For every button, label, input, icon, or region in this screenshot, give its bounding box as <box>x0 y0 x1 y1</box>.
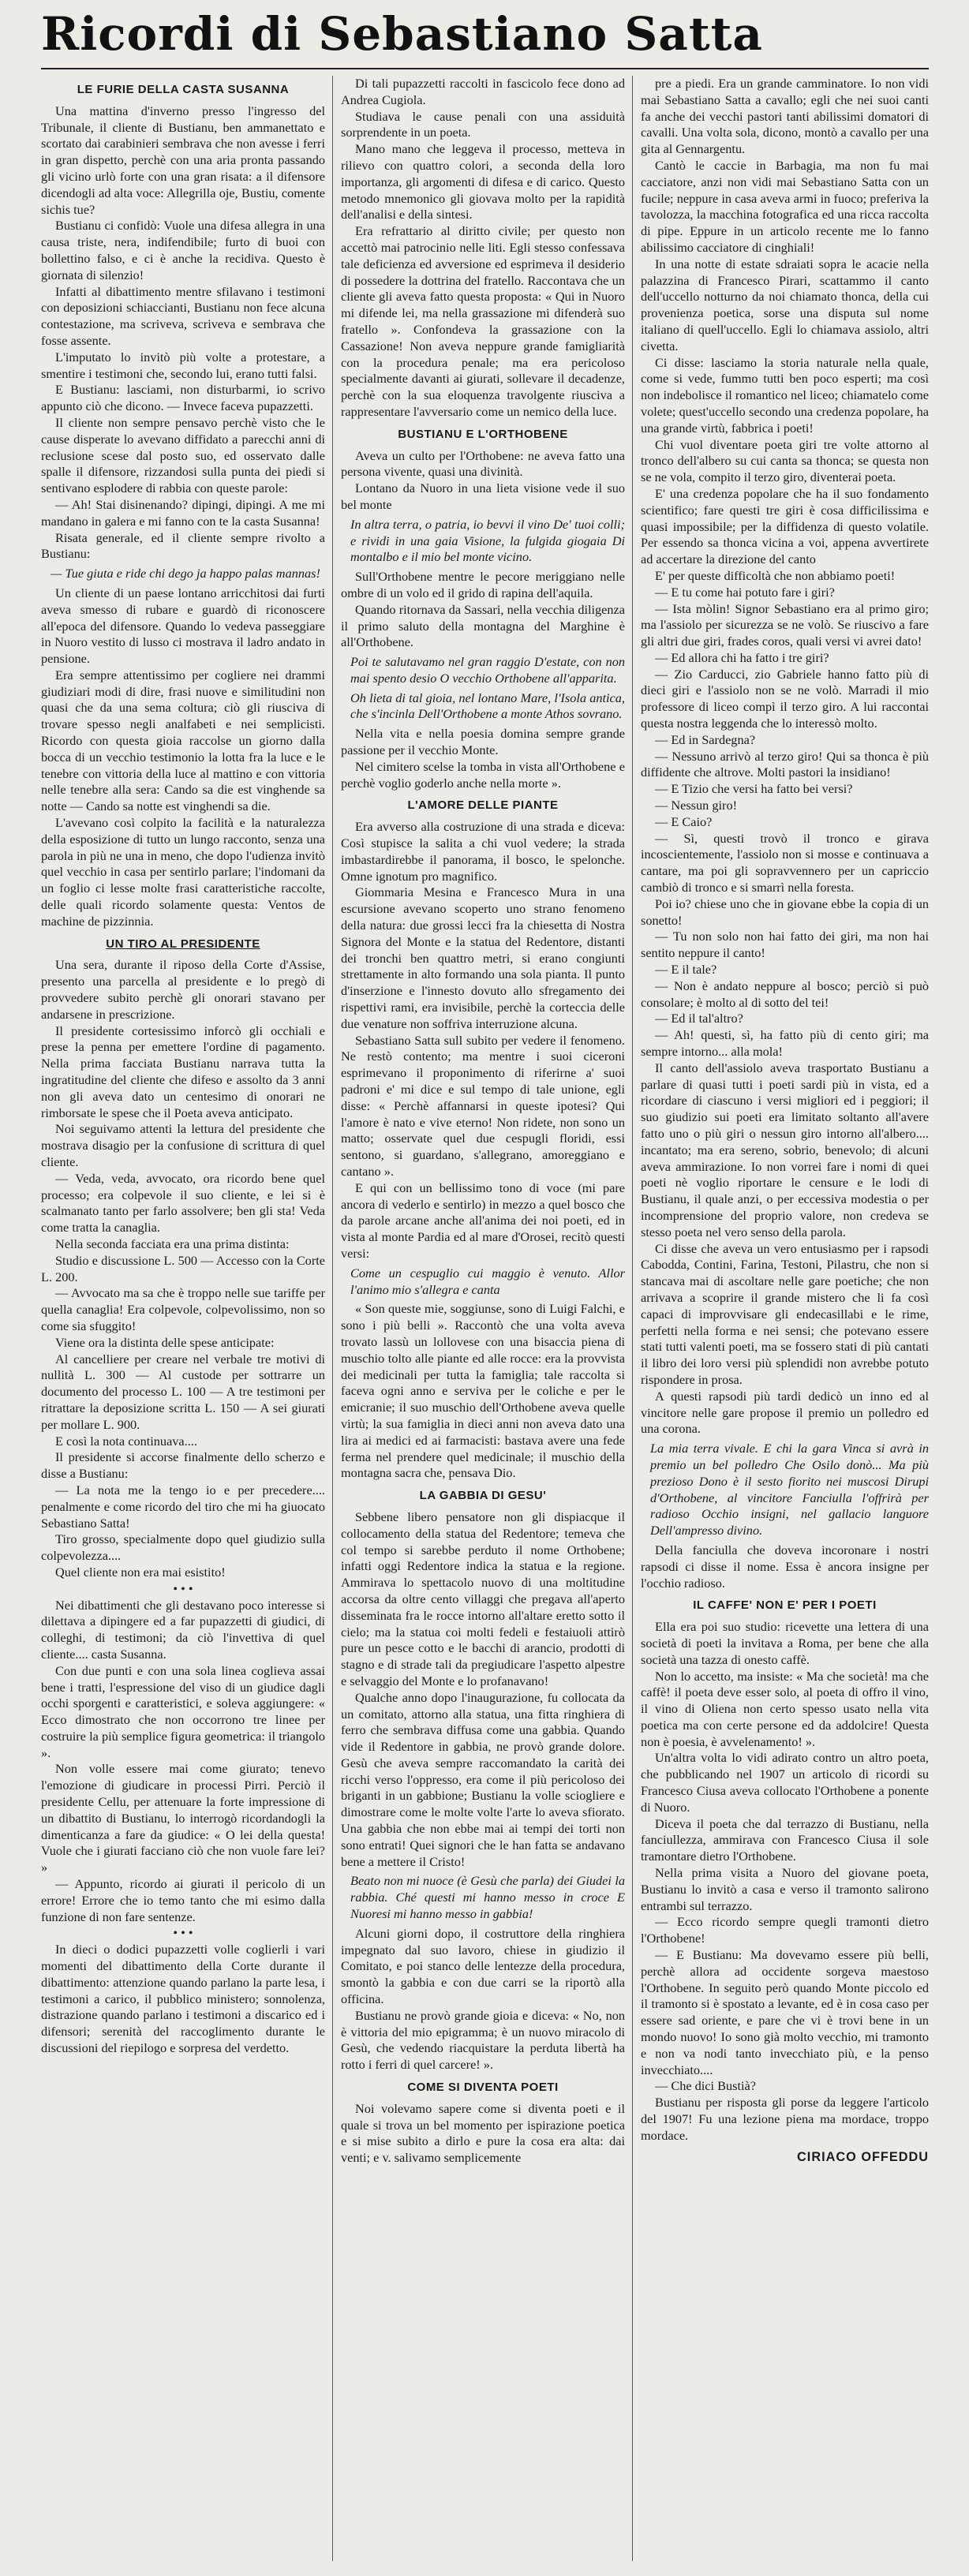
paragraph: Di tali pupazzetti raccolti in fascicolo fece dono ad Andrea Cugiola. <box>341 76 625 107</box>
paragraph: Sebastiano Satta sull subito per vedere il fenomeno. Ne restò contento; ma mentre i suoi ciceroni esprimevano il proponimento di riferirne a' suoi padroni e' mi dice e sul tempo di tale unione, egli disse: « Perchè affannarsi in queste ipotesi? Qui l'amore è nato e vive eterno! Non ridete, non sono un matto; osservate quel due cespugli floridi, essi sentono, si guardano, s'allegrano, amoreggiano e cantano ». <box>341 1032 625 1179</box>
paragraph: Bustianu ci confidò: Vuole una difesa allegra in una causa triste, nera, indifendibile; furto di buoi con bollettino falso, e ci è anche la recidiva. Questo è giornata di silenzio! <box>41 218 325 282</box>
paragraph: Quel cliente non era mai esistito! <box>55 1564 226 1580</box>
paragraph: Non volle essere mai come giurato; tenevo l'emozione di giudicare in processi Pirri. Perciò il presidente Cellu, per attenuare la forte impressione di un dibattito di Bustianu, lo interrogò ricordandogli la dimenticanza a fare da giudice: « O lei della questa! Vuole che i giurati facciano ciò che non vuole fare lei? » <box>41 1761 325 1875</box>
paragraph: E qui con un bellissimo tono di voce (mi pare ancora di vederlo e sentirlo) in mezzo a quel bosco che da parole arcane anche all'anima dei noi poeti, ed in vista al monte Pardia ed al mare d'Orosei, recitò questi versi: <box>341 1180 625 1261</box>
paragraph: Della fanciulla che doveva incoronare i nostri rapsodi ci disse il nome. Essa è ancora insigne per l'occhio radioso. <box>641 1542 929 1591</box>
paragraph: — Ed allora chi ha fatto i tre giri? <box>655 649 829 665</box>
paragraph: Un'altra volta lo vidi adirato contro un altro poeta, che pubblicando nel 1907 un articolo di ricordi su Francesco Ciusa aveva collocato l'Orthobene a ponente di Nuoro. <box>641 1750 929 1815</box>
paragraph: Ella era poi suo studio: ricevette una lettera di una società di poeti la invitava a Roma, per bene che alla società una tazza di onesto caffè. <box>641 1619 929 1667</box>
paragraph: pre a piedi. Era un grande camminatore. Io non vidi mai Sebastiano Satta a cavallo; egli che nei suoi canti fa anche dei vecchi pastori tanti abilissimi domatori di cavalli. Una volta sola, dicono, montò a cavallo per una gita al Gennargentu. <box>641 76 929 157</box>
paragraph: — Ah! questi, sì, ha fatto più di cento giri; ma sempre intorno... alla mola! <box>641 1027 929 1060</box>
column-separator <box>332 76 333 2561</box>
paragraph: Era refrattario al diritto civile; per questo non accettò mai patrocinio nelle liti. Egli stesso confessava tale deficienza ed avversione ed esprimeva il desiderio di possedere la dottrina del fratello. Raccontava che un cliente gli aveva fatto questa proposta: « Qui in Nuoro mi difende lei, ma nella grassazione mi difenderà suo fratello ». Confondeva la grassazione con la Cassazione! Non aveva neppure grande famigliarità con la procedura penale; ma era pericoloso specialmente davanti ai giurati, sollevare il decadenze, perchè con la sua eloquenza travolgente riusciva a rappresentare l'avversario come un nemico della luce. <box>341 223 625 419</box>
paragraph: — Ecco ricordo sempre quegli tramonti dietro l'Orthobene! <box>641 1914 929 1946</box>
paragraph: — Veda, veda, avvocato, ora ricordo bene quel processo; era colpevole il suo cliente, e lei si è scalmanato tanto per farlo assolvere; ben gli sta! Veda come tratta la canaglia. <box>41 1170 325 1236</box>
paragraph: Cantò le caccie in Barbagia, ma non fu mai cacciatore, anzi non vidi mai Sebastiano Satta con un fucile; neppure in casa aveva armi in fuoco; preferiva la tavolozza, la macchina fotografica ed una ricca raccolta di pipe. Eppure in un articolo recente me lo fanno abilissimo cacciatore di cinghiali! <box>641 157 929 255</box>
paragraph: Nella prima visita a Nuoro del giovane poeta, Bustianu lo invitò a casa e verso il tramonto salirono entrambi sul terrazzo. <box>641 1865 929 1913</box>
page-title: Ricordi di Sebastiano Satta <box>41 7 764 61</box>
paragraph: Il cliente non sempre pensavo perchè visto che le cause disperate lo avevano diffidato a parecchi anni di reclusione scese dal posto suo, ed osservato dalle spalle il difensore, rizzandosi sulla punta dei piedi si sentivano esplodere di rabbia con queste parole: <box>41 414 325 496</box>
paragraph: In una notte di estate sdraiati sopra le acacie nella palazzina di Francesco Pirari, scattammo il canto dell'uccello notturno da noi chiamato thonca, della cui provenienza poetica, sorse una disputa sul nome italiano di quell'uccello. Egli lo chiamava assiolo, altri civetta. <box>641 256 929 353</box>
paragraph: Noi seguivamo attenti la lettura del presidente che mostrava disagio per la confusione di scrittura di quel cliente. <box>41 1121 325 1169</box>
paragraph: — Ah! Stai disinenando? dipingi, dipingi. A me mi mandano in galera e mi fanno con te la casta Susanna! <box>41 496 325 529</box>
paragraph: — E tu come hai potuto fare i giri? <box>655 584 835 600</box>
paragraph: Poi io? chiese uno che in giovane ebbe la copia di un sonetto! <box>641 895 929 928</box>
author-signature: CIRIACO OFFEDDU <box>797 2149 929 2164</box>
paragraph: — E Tizio che versi ha fatto bei versi? <box>655 781 853 797</box>
article-column-1 <box>41 76 325 2561</box>
paragraph: — Che dici Bustià? <box>655 2078 756 2094</box>
verse-quote: Poi te salutavamo nel gran raggio D'estate, con non mai spento desio O vecchio Orthobene all'apparita. <box>350 654 625 686</box>
paragraph: — Tu non solo non hai fatto dei giri, ma non hai sentito neppure il canto! <box>641 929 929 961</box>
paragraph: Nel cimitero scelse la tomba in vista all'Orthobene e perchè voglio goderlo anche nella morte ». <box>341 758 625 791</box>
paragraph: E' una credenza popolare che ha il suo fondamento scientifico; fare questi tre giri è cosa difficilissima e quasi impossibile; per la diffidenza di questo volatile. Per essendo sa thonca vicina a voi, appena avvertirete ad accertare la direzione del canto <box>641 485 929 567</box>
paragraph: Sebbene libero pensatore non gli dispiacque il collocamento della statua del Redentore; temeva che col tempo si sarebbe perduto il nome Orthobene; infatti oggi Redentore indica la statua e la regione. Ammirava lo spettacolo nuovo di una moltitudine accorsa da oltre cento villaggi che pregava all'aperto disseminata fra le rocce intorno all'altare eretto sotto il cielo; ma la statua coi molti fedeli e festaiuoli attirò pure un pesce cotto e le bacchi di arancio, prodotti di stagno e di strade tali da pregiudicare l'aspetto alpestre e selvaggio del Monte e lo profanavano! <box>341 1509 625 1688</box>
title-rule <box>41 68 929 69</box>
paragraph: Ci disse: lasciamo la storia naturale nella quale, come si vede, fummo tutti ben poco esperti; ma così non indebolisce il romantico nel liceo; chiamatelo come volete; quest'uccello secondo una credenza popolare, ha una grande virtù, fabbrica i poeti! <box>641 354 929 436</box>
paragraph: Bustianu ne provò grande gioia e diceva: « No, non è vittoria del mio epigramma; è un nuovo miracolo di Gesù, che vedendo riacquistare la perduta libertà ha rotto i ferri di quel carcere! ». <box>341 2007 625 2073</box>
paragraph: — Ed in Sardegna? <box>655 731 756 747</box>
paragraph: — Avvocato ma sa che è troppo nelle sue tariffe per quella canaglia! Era colpevole, colpevolissimo, non so come sia sfuggito! <box>41 1285 325 1333</box>
paragraph: Una sera, durante il riposo della Corte d'Assise, presento una parcella al presidente e lo pregò di provvedere subito perchè gli onorari stavano per andarsene in prescrizione. <box>41 957 325 1022</box>
paragraph: — Ista mòlin! Signor Sebastiano era al primo giro; ma l'assiolo per sicurezza se ne volò. Se riuscivo a fare gli altri due giri, frades coros, quali versi vi avrei dato! <box>641 600 929 649</box>
paragraph: — E il tale? <box>655 962 717 978</box>
paragraph: Nella vita e nella poesia domina sempre grande passione per il vecchio Monte. <box>341 726 625 758</box>
paragraph: Studio e discussione L. 500 — Accesso con la Corte L. 200. <box>41 1252 325 1284</box>
section-heading: IL CAFFE' NON E' PER I POETI <box>693 1598 877 1613</box>
paragraph: — E Bustianu: Ma dovevamo essere più belli, perchè allora ad occidente sorgeva maestoso l'Orthobene. In seguito però quando Monte piccolo ed il tramonto si è spostato a levante, ed è in cosa caso per essere sad oriente, e pare che vi è trovi bene in un mondo nuovo! Io sono già molto vecchio, mi tramonto e non va nodi tanto invecchiato più, e la penso invecchiato.... <box>641 1947 929 2077</box>
verse-quote: Come un cespuglio cui maggio è venuto. Allor l'animo mio s'allegra e canta <box>350 1265 625 1297</box>
verse-quote: Oh lieta di tal gioia, nel lontano Mare, l'Isola antica, che s'incinla Dell'Orthobene a monte Athos sovrano. <box>350 690 625 722</box>
paragraph: — Zio Carducci, zio Gabriele hanno fatto più di dieci giri e l'assiolo non se ne volò. Marradi il mio professore di liceo compì il terzo giro. A lui raccontai questa nostra leggenda che lo interessò molto. <box>641 666 929 731</box>
paragraph: Nella seconda facciata era una prima distinta: <box>55 1236 290 1251</box>
paragraph: L'avevano così colpito la facilità e la naturalezza della esposizione di tutto un lungo racconto, senza una parola in più ne una in meno, che dopo l'udienza invitò quel vecchio in casa per sentirlo parlare; l'indomani da un foglio ci lesse molte frasi caratteristiche raccolte, delle quali ricordo solamente questa: Ventos de machine de pizzinnia. <box>41 815 325 929</box>
paragraph: Al cancelliere per creare nel verbale tre motivi di nullità L. 300 — Al custode per sottrarre un documento del processo L. 100 — A tre testimoni per ritrattare la deposizione scritta L. 150 — A sei giurati per mollare L. 900. <box>41 1351 325 1432</box>
paragraph: « Son queste mie, soggiunse, sono di Luigi Falchi, e sono i più belli ». Raccontò che una volta aveva trovato lassù un lollovese con una bisaccia piena di muschio tolto alle piante ed alle rocce: era la provvista dei medicinali per tutta la famiglia; tale raccolta si faceva ogni anno e serviva per le coliche e per le emicranie; il suo muschio dell'Orthobene aveva quelle virtù; la sua famiglia in dieci anni non aveva dato una lira ai medici ed ai farmacisti: bastava avere una fede ferma nel prendere quel medicinale; il muschio della montagna sacra che, pensava Dio. <box>341 1301 625 1481</box>
paragraph: Con due punti e con una sola linea coglieva assai bene i tratti, l'espressione del viso di un giudice dagli occhi sporgenti e caratteristici, e soleva aggiungere: « Ecco dimostrato che non occorrono tre linee per costruire la più semplice figura geometrica: il triangolo ». <box>41 1662 325 1760</box>
paragraph: Il presidente si accorse finalmente dello scherzo e disse a Bustianu: <box>41 1449 325 1482</box>
paragraph: Diceva il poeta che dal terrazzo di Bustianu, nella fanciullezza, ammirava con Francesco Ciusa il sole tramontare dietro l'Orthobene. <box>641 1815 929 1864</box>
paragraph: E così la nota continuava.... <box>55 1433 197 1449</box>
paragraph: Risata generale, ed il cliente sempre rivolto a Bustianu: <box>41 529 325 562</box>
section-heading: L'AMORE DELLE PIANTE <box>407 798 559 813</box>
verse-quote: Beato non mi nuoce (è Gesù che parla) dei Giudei la rabbia. Ché questi mi hanno messo in croce E Nuoresi mi hanno messo in gabbia! <box>350 1873 625 1922</box>
article-column-3 <box>641 76 929 2561</box>
verse-quote: In altra terra, o patria, io bevvi il vino De' tuoi colli; e rividi in una gaia Visione, la fulgida giogaia Di montalbo e il mio bel monte vicino. <box>350 516 625 565</box>
paragraph: Non lo accetto, ma insiste: « Ma che società! ma che caffè! il poeta deve esser solo, al poeta di offro il vino, il vino di Oliena non certo spesso usato nella vita poetica ma con certe persone ed da addolcire! Questa non è poesia, è avvelenamento! ». <box>641 1668 929 1749</box>
column-separator <box>632 76 633 2561</box>
paragraph: Una mattina d'inverno presso l'ingresso del Tribunale, il cliente di Bustianu, ben ammanettato e scortato dai carabinieri sembrava che non avesse i ferri in gran dispetto, perchè con una aria pronta passando gli vicino urlò forte con una gran risata: a il difensore dicendogli ad alta voce: Allegrilla oje, Bustiu, comente sichis tue? <box>41 103 325 217</box>
paragraph: A questi rapsodi più tardi dedicò un inno ed al vincitore nelle gare propose il premio un polledro ed una corona. <box>641 1388 929 1437</box>
paragraph: Il presidente cortesissimo inforcò gli occhiali e prese la penna per emettere l'ordine di pagamento. Nella prima facciata Bustianu narrava tutta la ingratitudine del cliente che difeso e assolto da 3 anni non gli aveva dato un centesimo di onorari ne rimborsate le spese che il Poeta aveva anticipato. <box>41 1023 325 1120</box>
paragraph: Alcuni giorni dopo, il costruttore della ringhiera impegnato dal suo lavoro, chiese in giudizio il Comitato, e poi stanco delle lentezze della procedura, smontò la gabbia e con due carri se la riportò alla officina. <box>341 1925 625 2007</box>
paragraph: • • • <box>173 1580 193 1596</box>
paragraph: Bustianu per risposta gli porse da leggere l'articolo del 1907! Fu una lezione piena ma mordace, troppo mordace. <box>641 2095 929 2143</box>
paragraph: Viene ora la distinta delle spese anticipate: <box>55 1334 275 1350</box>
paragraph: Aveva un culto per l'Orthobene: ne aveva fatto una persona vivente, quasi una divinità. <box>341 447 625 480</box>
paragraph: — E Caio? <box>655 813 713 829</box>
paragraph: Nei dibattimenti che gli destavano poco interesse si dilettava a dipingere ed a far pupazzetti di giudici, di colleghi, di testimoni; da ciò l'invettiva di quel cliente.... casta Susanna. <box>41 1597 325 1662</box>
section-heading: BUSTIANU E L'ORTHOBENE <box>398 427 568 441</box>
paragraph: — Nessun giro! <box>655 798 738 813</box>
paragraph: Chi vuol diventare poeta giri tre volte attorno al tronco dell'albero su cui canta sa thonca; se questa non se ne vola, compito il terzo giro, diventerai poeta. <box>641 436 929 485</box>
paragraph: Era sempre attentissimo per cogliere nei drammi giudiziari modi di dire, frasi nuove e similitudini non quasi che da una sema coltura; ciò gli riusciva di trovare spesso negli analfabeti e nei semplicisti. Ricordo con questa gioia raccolse un giorno dalla bocca di un vecchio testimonio la lotta fra la luce e le tenebre con vittoria della luce al mattino e con vittoria nelle tenebre alla sera: Cando sa die est vinghende sa notte — Cando sa notte est vinghendi sa die. <box>41 667 325 814</box>
paragraph: E' per queste difficoltà che non abbiamo poeti! <box>655 567 896 583</box>
paragraph: Giommaria Mesina e Francesco Mura in una escursione avevano scoperto uno strano fenomeno della natura: due grossi lecci fra la chiesetta di Nostra Signora del Monte e la statua del Redentore, distanti dei tronchi ben quattro metri, si erano congiunti strettamente in alto formando una sola pianta. Il punto d'inserzione e l'innesto dovuto allo sfregamento dei rispettivi rami, era invisibile, perchè la corteccia delle due venature non soffriva interruzione alcuna. <box>341 884 625 1031</box>
paragraph: In dieci o dodici pupazzetti volle coglierli i vari momenti del dibattimento della Corte durante il dibattimento: attenzione quando parlano la parte lesa, i testimoni a carico, il pubblico ministero; sonnolenza, distrazione quando parlano i testimoni a discarico ed i difensori; serenità del raccoglimento durante le discussioni del riepilogo e sorpresa del verdetto. <box>41 1942 325 2056</box>
paragraph: L'imputato lo invitò più volte a protestare, a smentire i testimoni che, secondo lui, erano tutti falsi. <box>41 349 325 381</box>
paragraph: Sull'Orthobene mentre le pecore meriggiano nelle ombre di un volo ed il grido di rapina dell'aquila. <box>341 569 625 600</box>
paragraph: Studiava le cause penali con una assiduità sorprendente in un poeta. <box>341 108 625 140</box>
paragraph: Lontano da Nuoro in una lieta visione vede il suo bel monte <box>341 480 625 512</box>
article-column-2 <box>341 76 625 2561</box>
paragraph: Un cliente di un paese lontano arricchitosi dai furti aveva smesso di rubare e guardò di riconoscere all'epoca del difensore. Quando lo vedeva passeggiare in Nuoro vestito di lusso ci mostrava il ladro andato in pensione. <box>41 585 325 667</box>
paragraph: E Bustianu: lasciami, non disturbarmi, io scrivo appunto ciò che dicono. — Invece faceva pupazzetti. <box>41 382 325 414</box>
section-heading: COME SI DIVENTA POETI <box>407 2081 559 2095</box>
section-heading: LE FURIE DELLA CASTA SUSANNA <box>77 83 290 96</box>
paragraph: — Appunto, ricordo ai giurati il pericolo di un errore! Errore che io temo tanto che mi esimo dalla funzione di non fare sentenze. <box>41 1876 325 1924</box>
paragraph: Qualche anno dopo l'inaugurazione, fu collocata da un comitato, attorno alla statua, una fitta ringhiera di ferro che sembrava diffusa come una gabbia. Quando vide il Redentore in gabbia, ne provò grande dolore. Gesù che aveva sempre raccomandato la carità dei ricchi verso l'oppresso, era come il più pericoloso dei briganti in un gabbione; Bustianu la volle sciogliere e dimostrare come le molte volte l'arte lo aveva sfiorato. Una gabbia che non ebbe mai ai tempi dei torti non sono entrati! Quei signori che le han fatta se andavano bene a mettere il Cristo! <box>341 1689 625 1869</box>
paragraph: Il canto dell'assiolo aveva trasportato Bustianu a parlare di quasi tutti i poeti sardi più in vista, ed a ricordare di ciascuno i versi migliori ed i peggiori; il suo giudizio sui poeti era limitato soltanto all'avere fatto uno o più giri o nessun giro intorno all'albero.... incantato; ma era sereno, sobrio, benevolo; di alcuni aveva ammirazione. Io non vorrei fare i nomi di quei poeti nè voglio riportare le censure e le lodi di Bustianu, il quale anzi, o per eccessiva modestia o per incomprensione del proprio valore, non credeva se stesso poeta nel vero senso della parola. <box>641 1060 929 1239</box>
paragraph: Ci disse che aveva un vero entusiasmo per i rapsodi Cabodda, Contini, Farina, Testoni, Pilastru, che non si stancava mai di ascoltare nelle gare poetiche; che non arrivava a scoprire il grande mistero che li fa così capaci di improvvisare gli endecasillabi e le rime, perfetti nella forma e nei sensi; che potevano essere stati tutti valenti poeti, ma se fossero stati di più cantati il libro dei loro versi più splendidi non avrebbe potuto rispondere in prosa. <box>641 1240 929 1387</box>
section-heading: UN TIRO AL PRESIDENTE <box>106 937 260 951</box>
paragraph: — Sì, questi trovò il tronco e girava incoscientemente, l'assiolo non si mosse e continuava a cantare, ma poi gli sopravvennero per un capriccio cambiò di tronco e si smarrì nella foresta. <box>641 830 929 895</box>
paragraph: — Non è andato neppure al bosco; perciò si può consolare; è molto al di sotto del tei! <box>641 978 929 1010</box>
paragraph: — Ed il tal'altro? <box>655 1011 743 1026</box>
paragraph: Noi volevamo sapere come si diventa poeti e il quale si trova un bel momento per ispirazione poetica e si mise subito a dirlo e pure la cosa era alta: dai venti; e v. salivamo semplicemente <box>341 2100 625 2166</box>
paragraph: Era avverso alla costruzione di una strada e diceva: Così stupisce la salita a chi vuol vedere; la strada imbastardirebbe il panorama, il bosco, le spelonche. Omne ignotum pro magnifico. <box>341 819 625 884</box>
paragraph: — Nessuno arrivò al terzo giro! Qui sa thonca è più diffidente che altrove. Molti pastori la insidiano! <box>641 748 929 780</box>
verse-quote: — Tue giuta e ride chi dego ja happo palas mannas! <box>51 566 320 581</box>
paragraph: Infatti al dibattimento mentre sfilavano i testimoni con deposizioni schiaccianti, Bustianu non fece alcuna contestazione, ma scriveva, scriveva e sembrava che fosse assente. <box>41 283 325 348</box>
paragraph: — La nota me la tengo io e per precedere.... penalmente e come ricordo del tiro che mi ha giuocato Sebastiano Satta! <box>41 1482 325 1531</box>
paragraph: • • • <box>173 1925 193 1941</box>
paragraph: Tiro grosso, specialmente dopo quel giudizio sulla colpevolezza.... <box>41 1531 325 1564</box>
verse-quote: La mia terra vivale. E chi la gara Vinca si avrà in premio un bel polledro Che Osilo donò... Ma più prezioso Dono è il sesto fiorito nei muscosi Dirupi d'Orthobene, al vincitore Fanciulla l'offrirà per radioso Occhio insigni, nel gallacio languore Dell'ampresso divino. <box>650 1441 929 1538</box>
paragraph: Quando ritornava da Sassari, nella vecchia diligenza il primo saluto della montagna del Marghine è all'Orthobene. <box>341 601 625 650</box>
section-heading: LA GABBIA DI GESU' <box>419 1489 547 1503</box>
paragraph: Mano mano che leggeva il processo, metteva in rilievo con quattro colori, a seconda della loro importanza, gli argomenti di difesa e di carico. Questo metodo mnemonico gli giovava molto per la rapidità dell'analisi e della sintesi. <box>341 141 625 222</box>
